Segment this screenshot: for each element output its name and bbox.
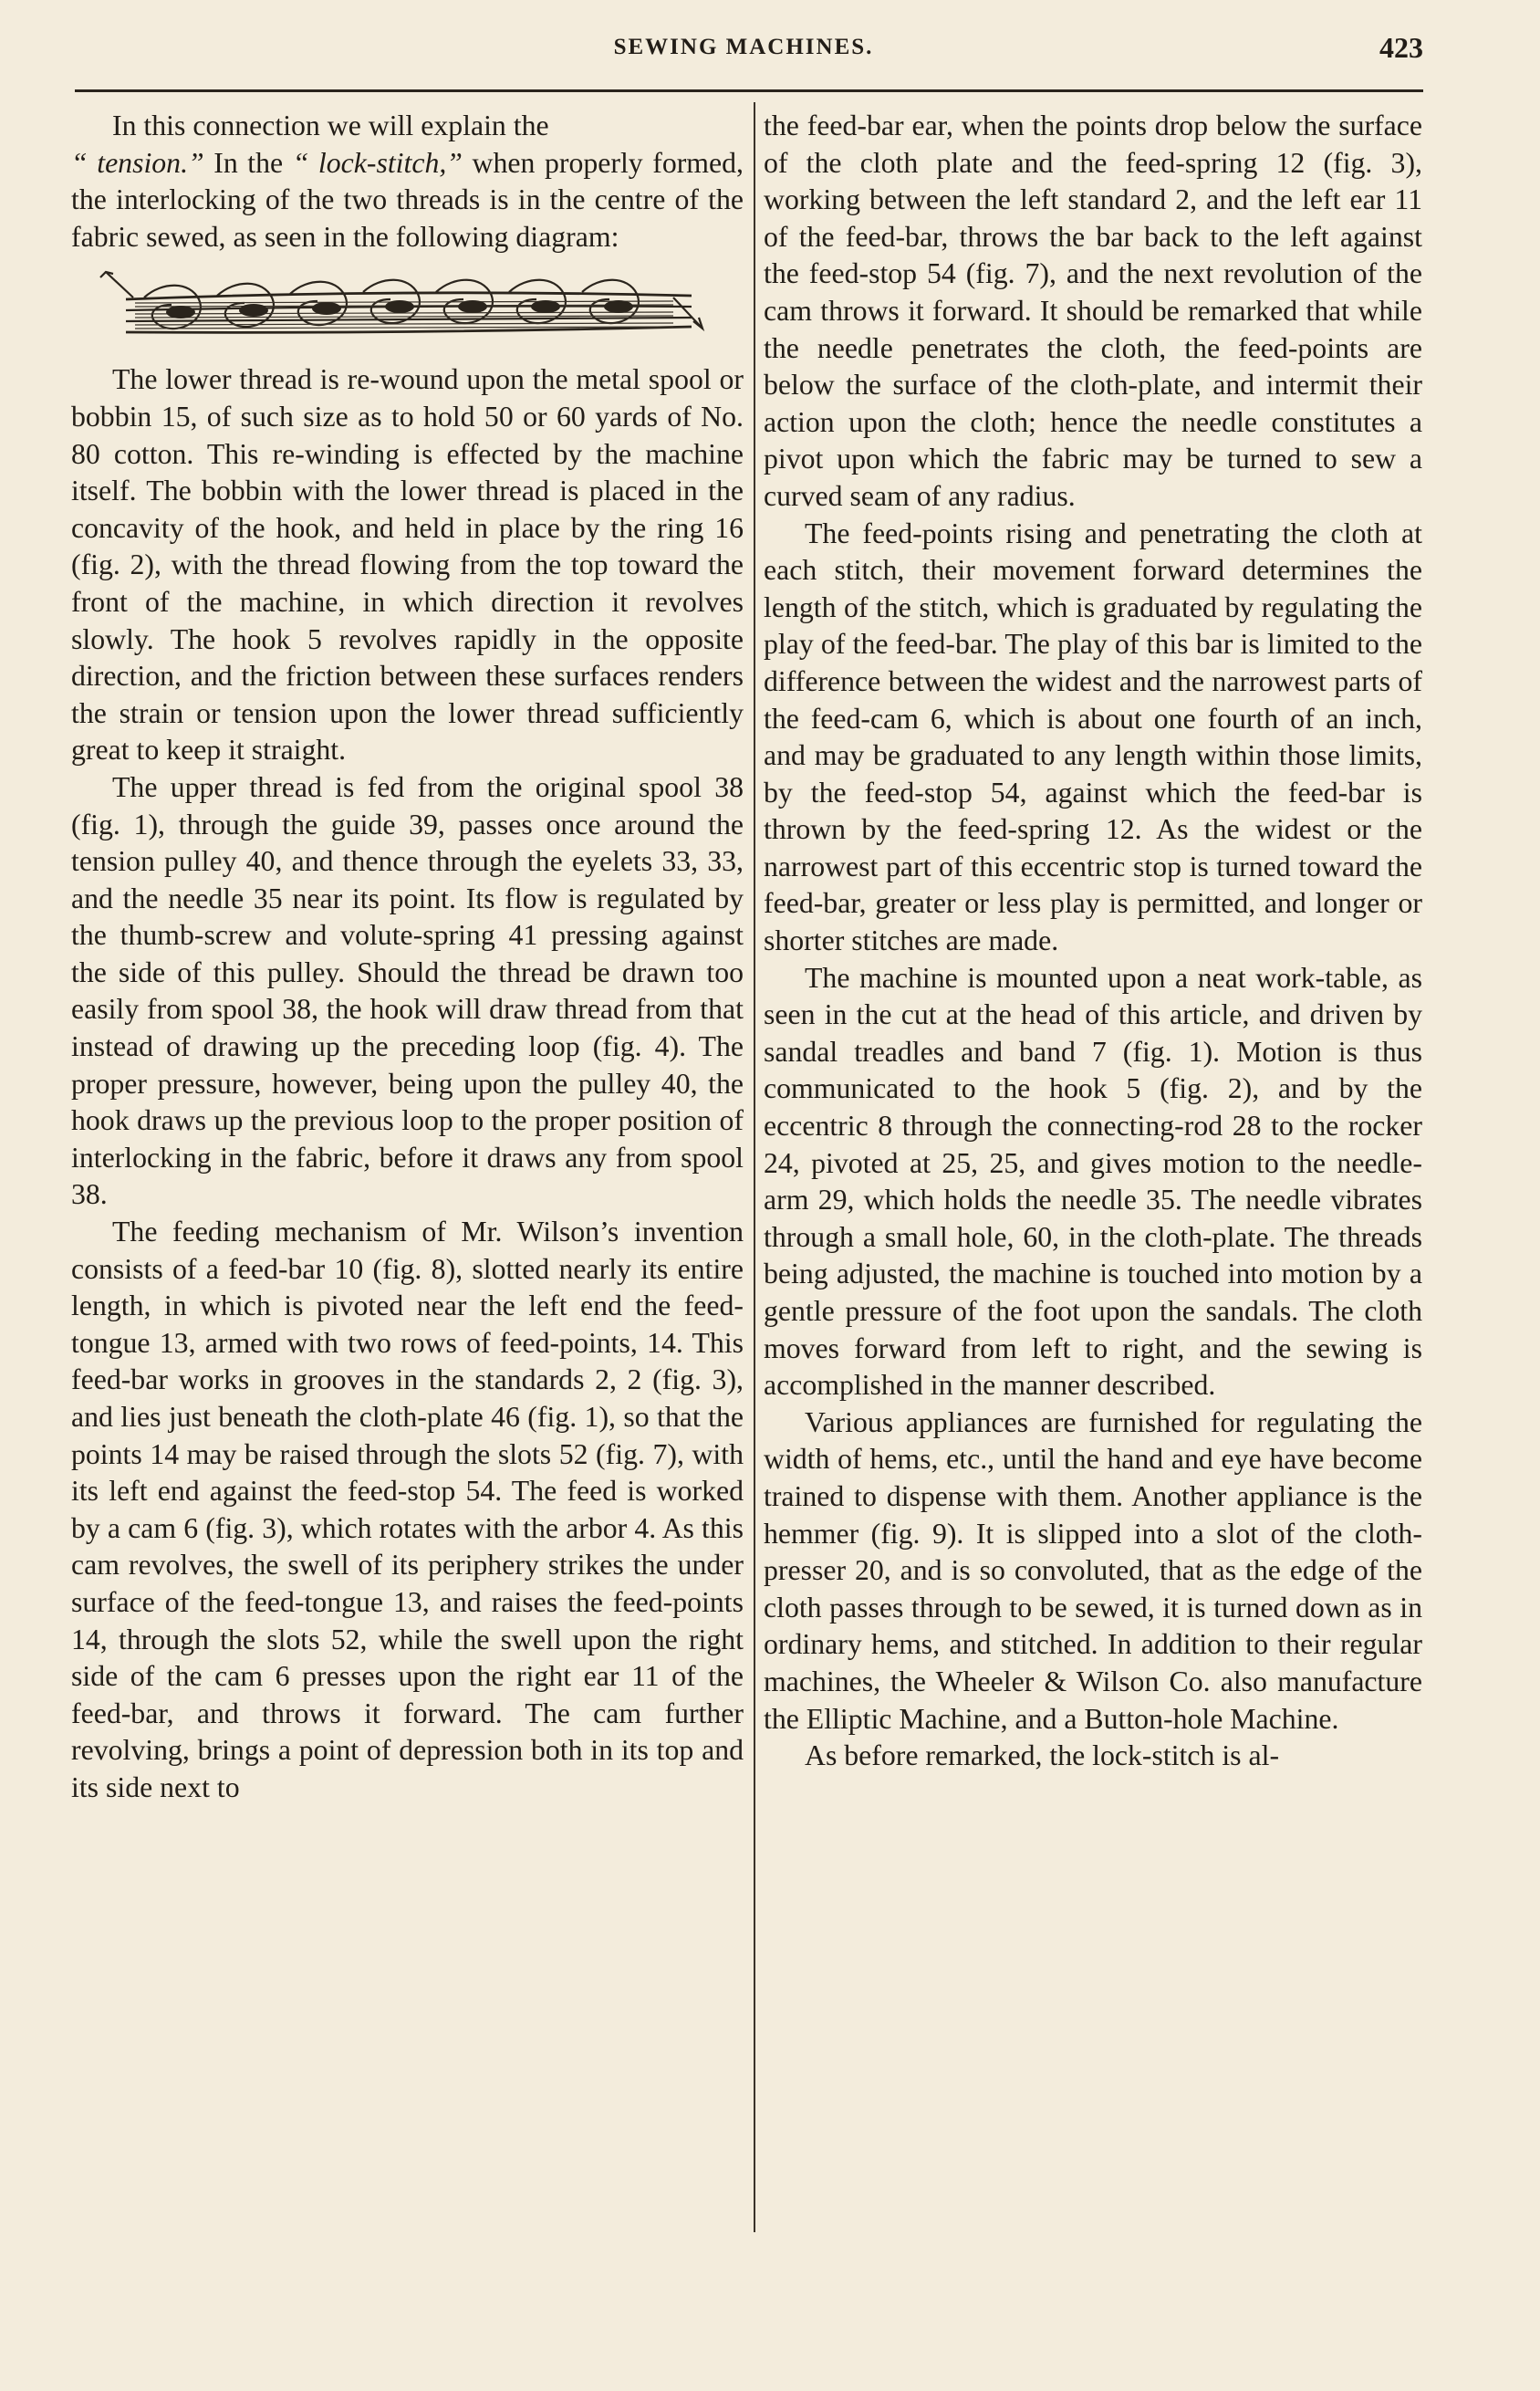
page-number: 423 [1379,31,1423,64]
left-column [71,108,744,1807]
paragraph-tension-intro [71,108,744,256]
text-run: In this connection we will explain the [112,110,549,141]
text-run: In the [203,146,293,179]
paragraph-feed-points: The feed-points rising and penetrating the cloth at each stitch, their movement forward determines the length of the stitch, which is graduated by regulating the play of the feed-bar. The play of this bar is limited to the difference between the widest and the narrowest parts of the feed-cam 6, which is about one fourth of an inch, and may be graduated to any length within those limits, by the feed-stop 54, against which the feed-bar is thrown by the feed-spring 12. As the widest or the narrowest part of this eccentric stop is turned toward the feed-bar, greater or less play is permitted, and longer or shorter stitches are made. [764,517,1422,957]
column-divider [754,102,755,2232]
header-rule [75,89,1423,92]
text-run: when properly formed, the interlocking of the two threads is in the centre of the fabric sewed, as seen in the following diagram: [71,146,744,253]
paragraph-machine-mounting: The machine is mounted upon a neat work-table, as seen in the cut at the head of this article, and driven by sandal treadles and band 7 (fig. 1). Motion is thus communicated to the hook 5 (fig. 2), and by the eccentric 8 through the connecting-rod 28 to the rocker 24, pivoted at 25, 25, and gives motion to the needle-arm 29, which holds the needle 35. The needle vibrates through a small hole, 60, in the cloth-plate. The threads being adjusted, the machine is touched into motion by a gentle pressure of the foot upon the sandals. The cloth moves forward from left to right, and the sewing is accomplished in the manner described. [764,961,1422,1402]
paragraph-feed-bar-continued: the feed-bar ear, when the points drop below the surface of the cloth plate and the feed-spring 12 (fig. 3), working between the left standard 2, and the left ear 11 of the feed-bar, throws the bar back to the left against the feed-stop 54 (fig. 7), and the next revolution of the cam throws it forward. It should be remarked that while the needle penetrates the cloth, the feed-points are below the surface of the cloth-plate, and intermit their action upon the cloth; hence the needle constitutes a pivot upon which the fabric may be turned to sew a curved seam of any radius. [764,110,1422,512]
running-head [64,33,1423,69]
running-title: SEWING MACHINES. [613,35,874,59]
right-column [764,108,1422,1775]
paragraph-lower-thread: The lower thread is re-wound upon the metal spool or bobbin 15, of such size as to hold 50 or 60 yards of No. 80 cotton. This re-winding is effected by the machine itself. The bobbin with the lower thread is placed in the concavity of the hook, and held in place by the ring 16 (fig. 2), with the thread flowing from the top toward the front of the machine, in which direction it revolves slowly. The hook 5 revolves rapidly in the opposite direction, and the friction between these surfaces renders the strain or tension upon the lower thread sufficiently great to keep it straight. [71,363,744,767]
paragraph-upper-thread: The upper thread is fed from the original spool 38 (fig. 1), through the guide 39, passes once around the tension pulley 40, and thence through the eyelets 33, 33, and the needle 35 near its point. Its flow is regulated by the thumb-screw and volute-spring 41 pressing against the side of this pulley. Should the thread be drawn too easily from spool 38, the hook will draw thread from that instead of drawing up the preceding loop (fig. 4). The proper pressure, however, being upon the pulley 40, the hook draws up the previous loop to the proper position of interlocking in the fabric, before it draws any from spool 38. [71,770,744,1211]
term-tension: “ tension.” [71,146,204,179]
paragraph-appliances: Various appliances are furnished for regulating the width of hems, etc., until the hand and eye have become trained to dispense with them. Another appliance is the hemmer (fig. 9). It is slipped into a slot of the cloth-presser 20, and is so convoluted, that as the edge of the cloth passes through to be sewed, it is turned down as in ordinary hems, and stitched. In addition to their regular machines, the Wheeler & Wilson Co. also manufacture the Elliptic Machine, and a Button-hole Machine. [764,1405,1422,1735]
stitch-diagram-illustration [89,263,719,360]
paragraph-lock-stitch-remark: As before remarked, the lock-stitch is al- [805,1739,1280,1772]
term-lock-stitch: “ lock-stitch,” [292,146,463,179]
paragraph-feeding-mechanism: The feeding mechanism of Mr. Wilson’s invention consists of a feed-bar 10 (fig. 8), slotted nearly its entire length, in which is pivoted near the left end the feed-tongue 13, armed with two rows of feed-points, 14. This feed-bar works in grooves in the standards 2, 2 (fig. 3), and lies just beneath the cloth-plate 46 (fig. 1), so that the points 14 may be raised through the slots 52 (fig. 7), with its left end against the feed-stop 54. The feed is worked by a cam 6 (fig. 3), which rotates with the arbor 4. As this cam revolves, the swell of its periphery strikes the under surface of the feed-tongue 13, and raises the feed-points 14, through the slots 52, while the swell upon the right side of the cam 6 presses upon the right ear 11 of the feed-bar, and throws it forward. The cam further revolving, brings a point of depression both in its top and its side next to [71,1216,744,1803]
lock-stitch-diagram [71,263,744,360]
